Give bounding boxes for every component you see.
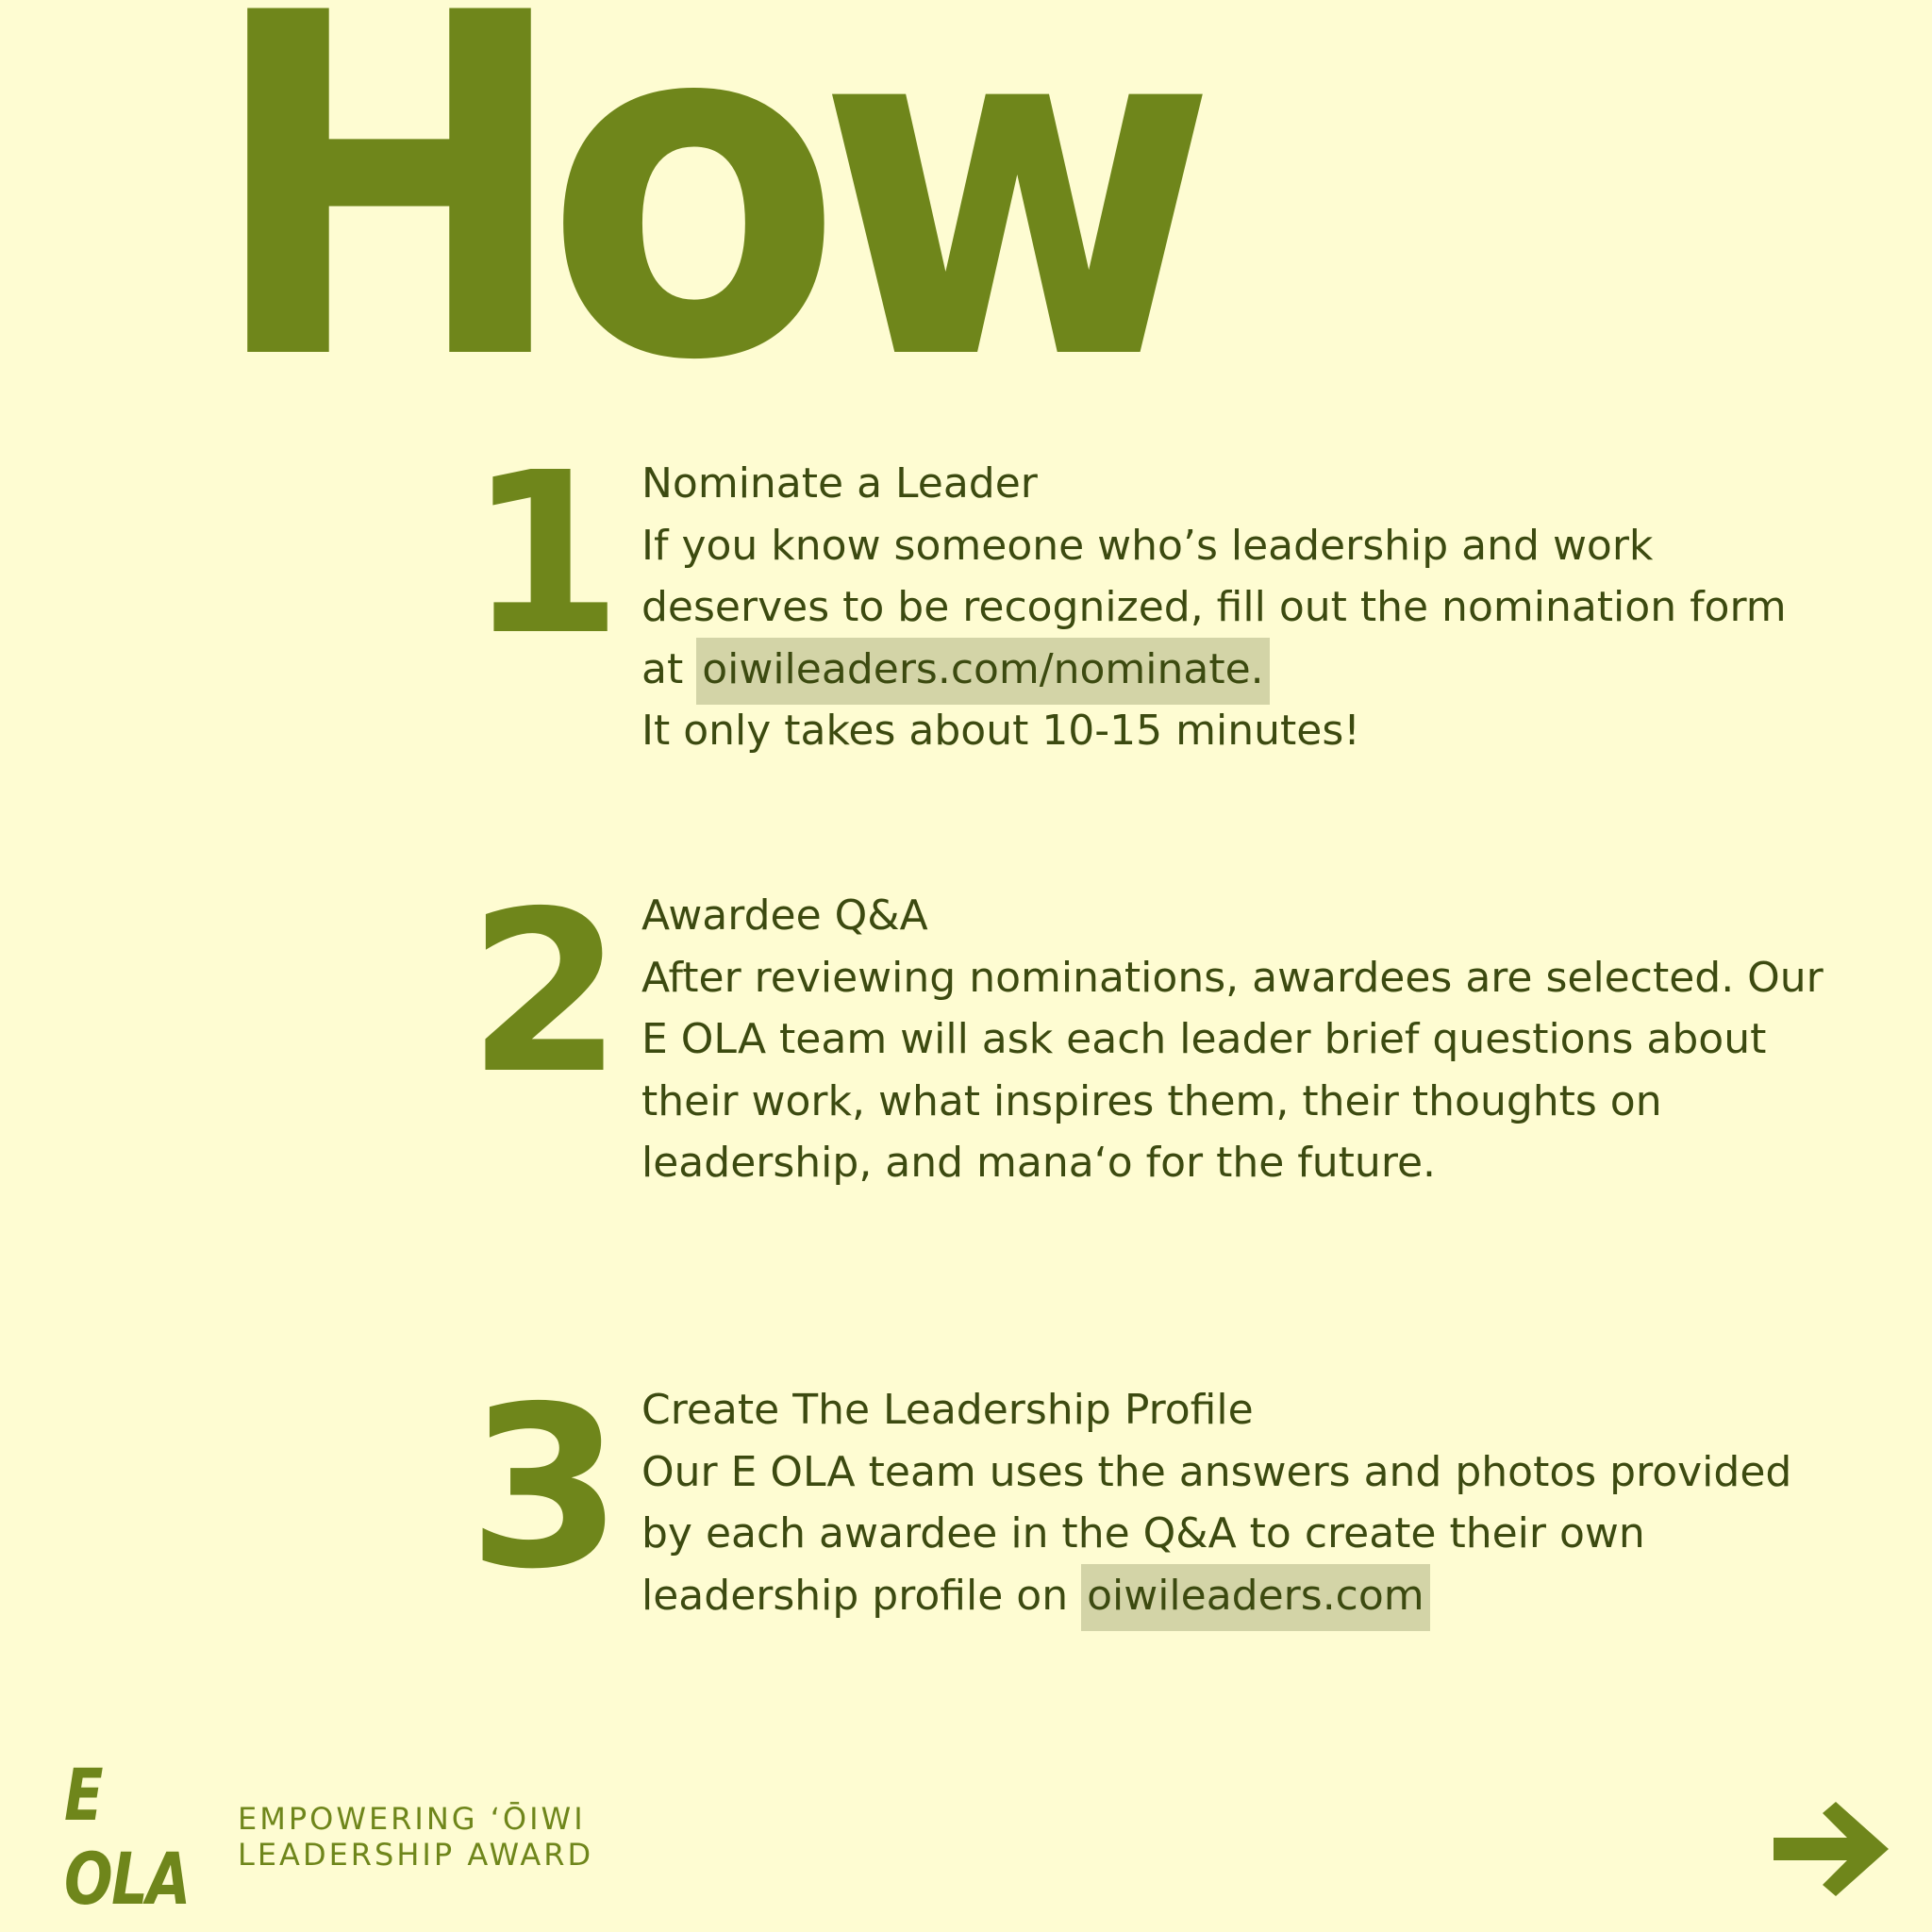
step-3-website-link[interactable]: oiwileaders.com [1081,1564,1430,1631]
step-3 [641,1379,1830,1626]
footer-brand [64,1753,594,1921]
award-name-line-2: LEADERSHIP AWARD [238,1837,594,1873]
step-2-body: After reviewing nominations, awardees are selected. Our E OLA team will ask each leader brief questions about their work, what inspires them, their thoughts on leadership, and manaʻo for the future. [641,953,1824,1187]
step-1-number: 1 [467,425,623,684]
award-name-line-1: EMPOWERING ʻŌIWI [238,1801,586,1837]
step-2-title: Awardee Q&A [641,891,928,940]
step-3-number: 3 [467,1358,623,1618]
step-1-nominate-link[interactable]: oiwileaders.com/nominate. [696,638,1269,705]
e-ola-logo: E OLA [64,1753,190,1921]
step-1-body-end: It only takes about 10-15 minutes! [641,707,1360,755]
step-2-number: 2 [467,863,623,1123]
step-2 [641,885,1830,1194]
step-1-body: If you know someone who’s leadership and work deserves to be recognized, fill out the nomination form at [641,521,1787,693]
step-1-title: Nominate a Leader [641,459,1038,508]
award-name [238,1801,593,1873]
arrow-right-icon[interactable] [1770,1800,1892,1898]
step-1 [641,453,1830,762]
step-3-title: Create The Leadership Profile [641,1386,1254,1434]
headline: How [208,0,1192,463]
step-3-body: Our E OLA team uses the answers and photos provided by each awardee in the Q&A to create their own leadership profile on [641,1447,1792,1620]
